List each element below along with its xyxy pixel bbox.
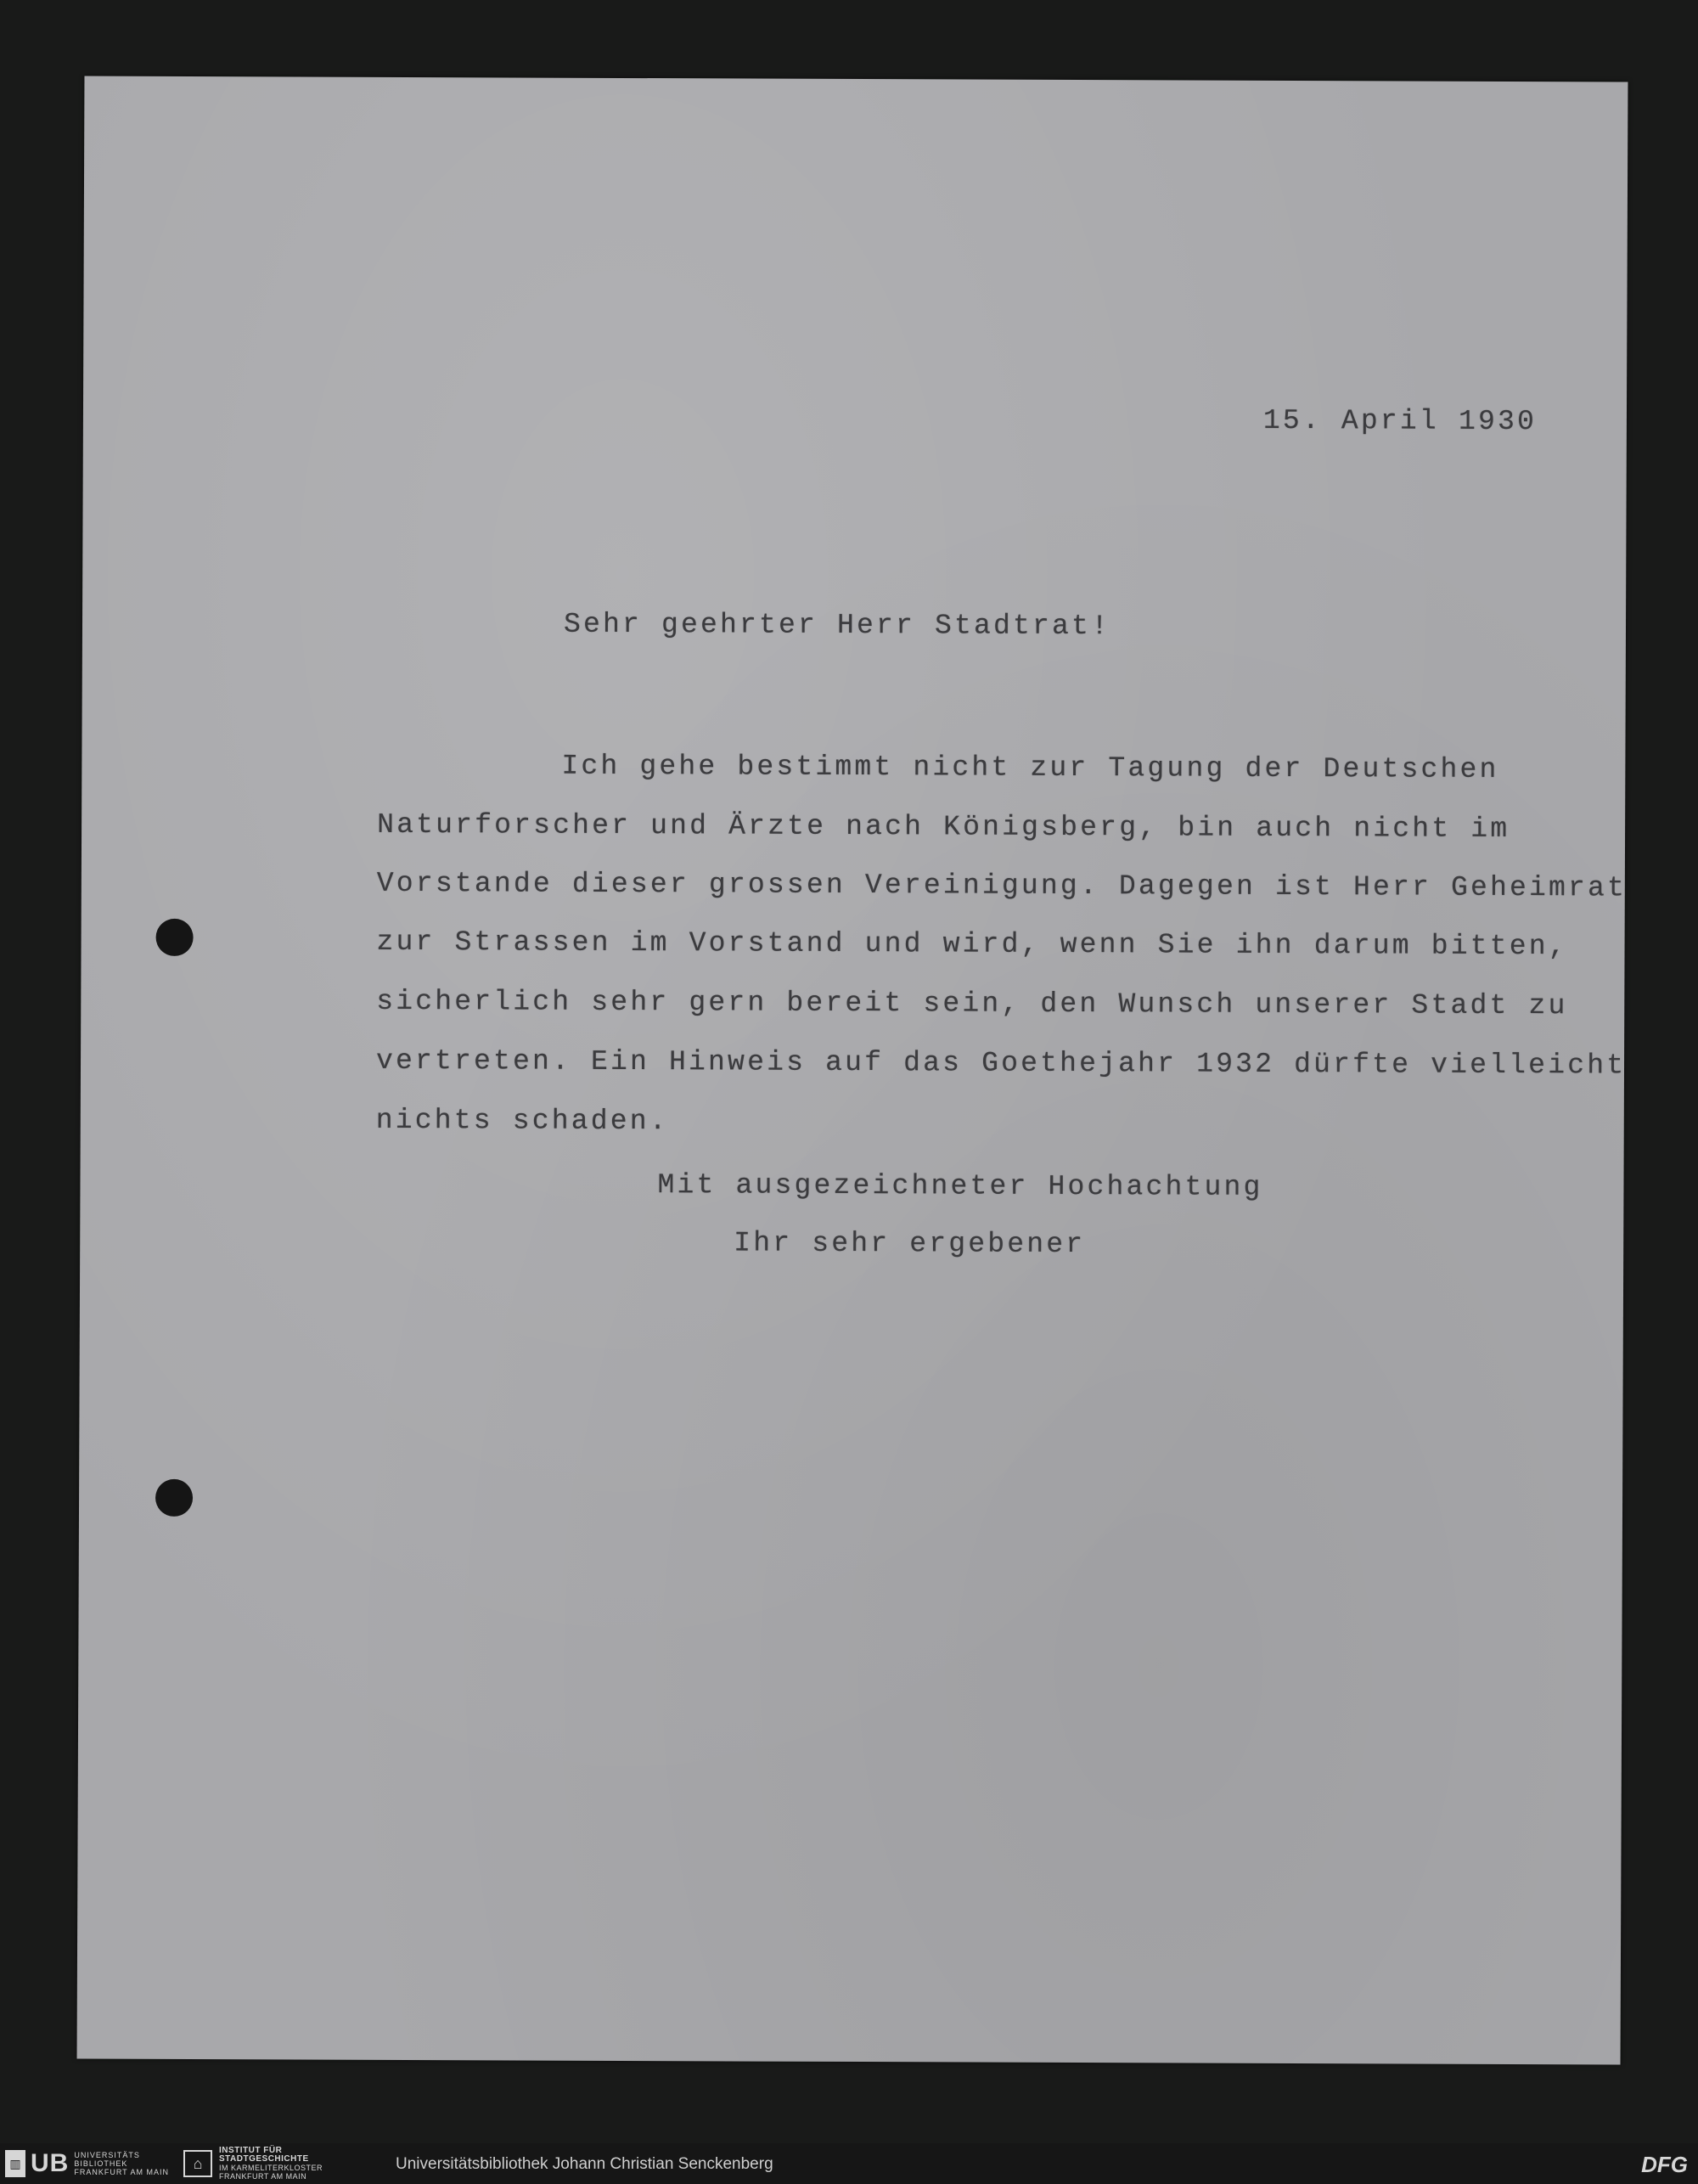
body-line: Vorstande dieser grossen Vereinigung. Dagegen ist Herr Geheimrat (376, 867, 1628, 904)
punch-hole-bottom (155, 1479, 193, 1517)
body-line: Naturforscher und Ärzte nach Königsberg, bin auch nicht im (377, 808, 1510, 845)
library-name: Universitätsbibliothek Johann Christian Senckenberg (396, 2155, 773, 2173)
letter-salutation: Sehr geehrter Herr Stadtrat! (563, 608, 1111, 643)
ub-building-icon: ▥ (5, 2150, 25, 2177)
letter-page (77, 76, 1628, 2065)
isg-building-icon: ⌂ (183, 2150, 212, 2177)
letter-signature-line: Ihr sehr ergebener (734, 1227, 1086, 1261)
ub-logo (5, 2148, 169, 2179)
letter-date: 15. April 1930 (1262, 404, 1538, 438)
dfg-logo: DFG (1641, 2152, 1688, 2177)
body-line: zur Strassen im Vorstand und wird, wenn Sie ihn darum bitten, (376, 926, 1568, 963)
footer-bar (0, 2143, 1698, 2184)
letter-closing: Mit ausgezeichneter Hochachtung (657, 1169, 1263, 1203)
isg-logo-caption: INSTITUT FÜR STADTGESCHICHTE IM KARMELITERKLOSTER FRANKFURT AM MAIN (219, 2146, 323, 2181)
body-line: vertreten. Ein Hinweis auf das Goethejahr 1932 dürfte vielleicht (375, 1044, 1627, 1082)
ub-logo-text: UB (31, 2149, 70, 2177)
body-line: sicherlich sehr gern bereit sein, den Wunsch unserer Stadt zu (376, 985, 1568, 1022)
isg-logo (183, 2148, 323, 2179)
ub-logo-caption: UNIVERSITÄTS BIBLIOTHEK FRANKFURT AM MAIN (74, 2151, 170, 2176)
punch-hole-top (156, 919, 194, 956)
body-line: Ich gehe bestimmt nicht zur Tagung der Deutschen (561, 750, 1499, 785)
body-line: nichts schaden. (375, 1104, 669, 1138)
